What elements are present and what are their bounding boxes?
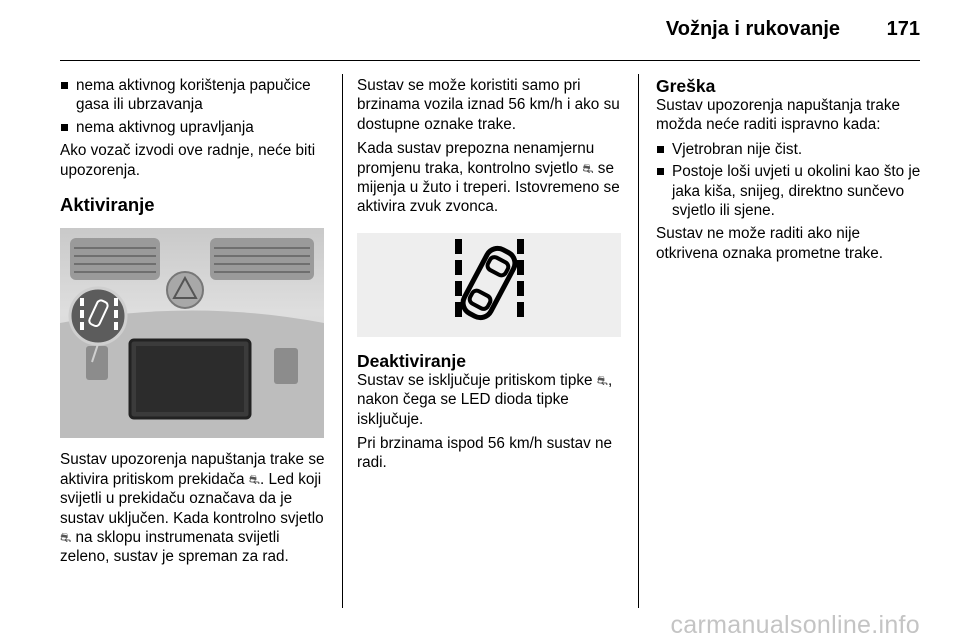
lane-departure-icon: ⛐ [582, 160, 594, 176]
paragraph: Sustav upozorenja napuštanja trake možda neće raditi ispravno kada: [656, 97, 901, 134]
column-divider-2 [638, 74, 639, 608]
column-divider-1 [342, 74, 343, 608]
column-3 [656, 76, 926, 268]
column-1 [60, 76, 328, 572]
paragraph: Kada sustav prepozna nenamjernu promjenu traka, kontrolno svjetlo ⛐ se mijenja u žuto i treperi. Istovremeno se aktivira zvuk zvonca. [357, 140, 620, 216]
watermark: carmanualsonline.info [670, 611, 920, 639]
condition-list [60, 76, 328, 137]
list-item: Postoje loši uvjeti u okolini kao što je jaka kiša, snijeg, direktno sunčevo svjetlo ili sjene. [656, 162, 926, 220]
heading-activation: Aktiviranje [60, 194, 155, 216]
page-number: 171 [886, 18, 920, 40]
paragraph: Sustav se isključuje pritiskom tipke ⛐, nakon čega se LED dioda tipke isključuje. [357, 371, 613, 428]
heading-deactivation: Deaktiviranje [357, 350, 466, 371]
section-title: Vožnja i rukovanje [665, 18, 840, 40]
lane-departure-icon: ⛐ [248, 471, 260, 487]
list-item: nema aktivnog upravljanja [60, 118, 328, 137]
page-header [60, 0, 920, 61]
dashboard-illustration [60, 228, 324, 438]
list-item: nema aktivnog korištenja papučice gasa ili ubrzavanja [60, 76, 328, 115]
lane-departure-icon: ⛐ [596, 372, 608, 388]
paragraph: Sustav se može koristiti samo pri brzinama vozila iznad 56 km/h i ako su dostupne oznake trake. [357, 77, 620, 133]
column-2 [357, 76, 629, 478]
heading-fault: Greška [656, 76, 716, 96]
paragraph: Pri brzinama ispod 56 km/h sustav ne radi. [357, 435, 613, 472]
lane-departure-icon: ⛐ [60, 530, 72, 546]
paragraph: Sustav ne može raditi ako nije otkrivena oznaka prometne trake. [656, 225, 884, 262]
paragraph: Ako vozač izvodi ove radnje, neće biti upozorenja. [60, 142, 316, 179]
fault-condition-list [656, 140, 926, 221]
lane-warning-illustration [357, 233, 621, 337]
paragraph: Sustav upozorenja napuštanja trake se aktivira pritiskom prekidača ⛐. Led koji svijetli u prekidaču označava da je sustav uključen. Kada kontrolno svjetlo ⛐ na sklopu instrumenata svijetli zeleno, sustav je spreman za rad. [60, 451, 325, 566]
list-item: Vjetrobran nije čist. [656, 140, 926, 159]
